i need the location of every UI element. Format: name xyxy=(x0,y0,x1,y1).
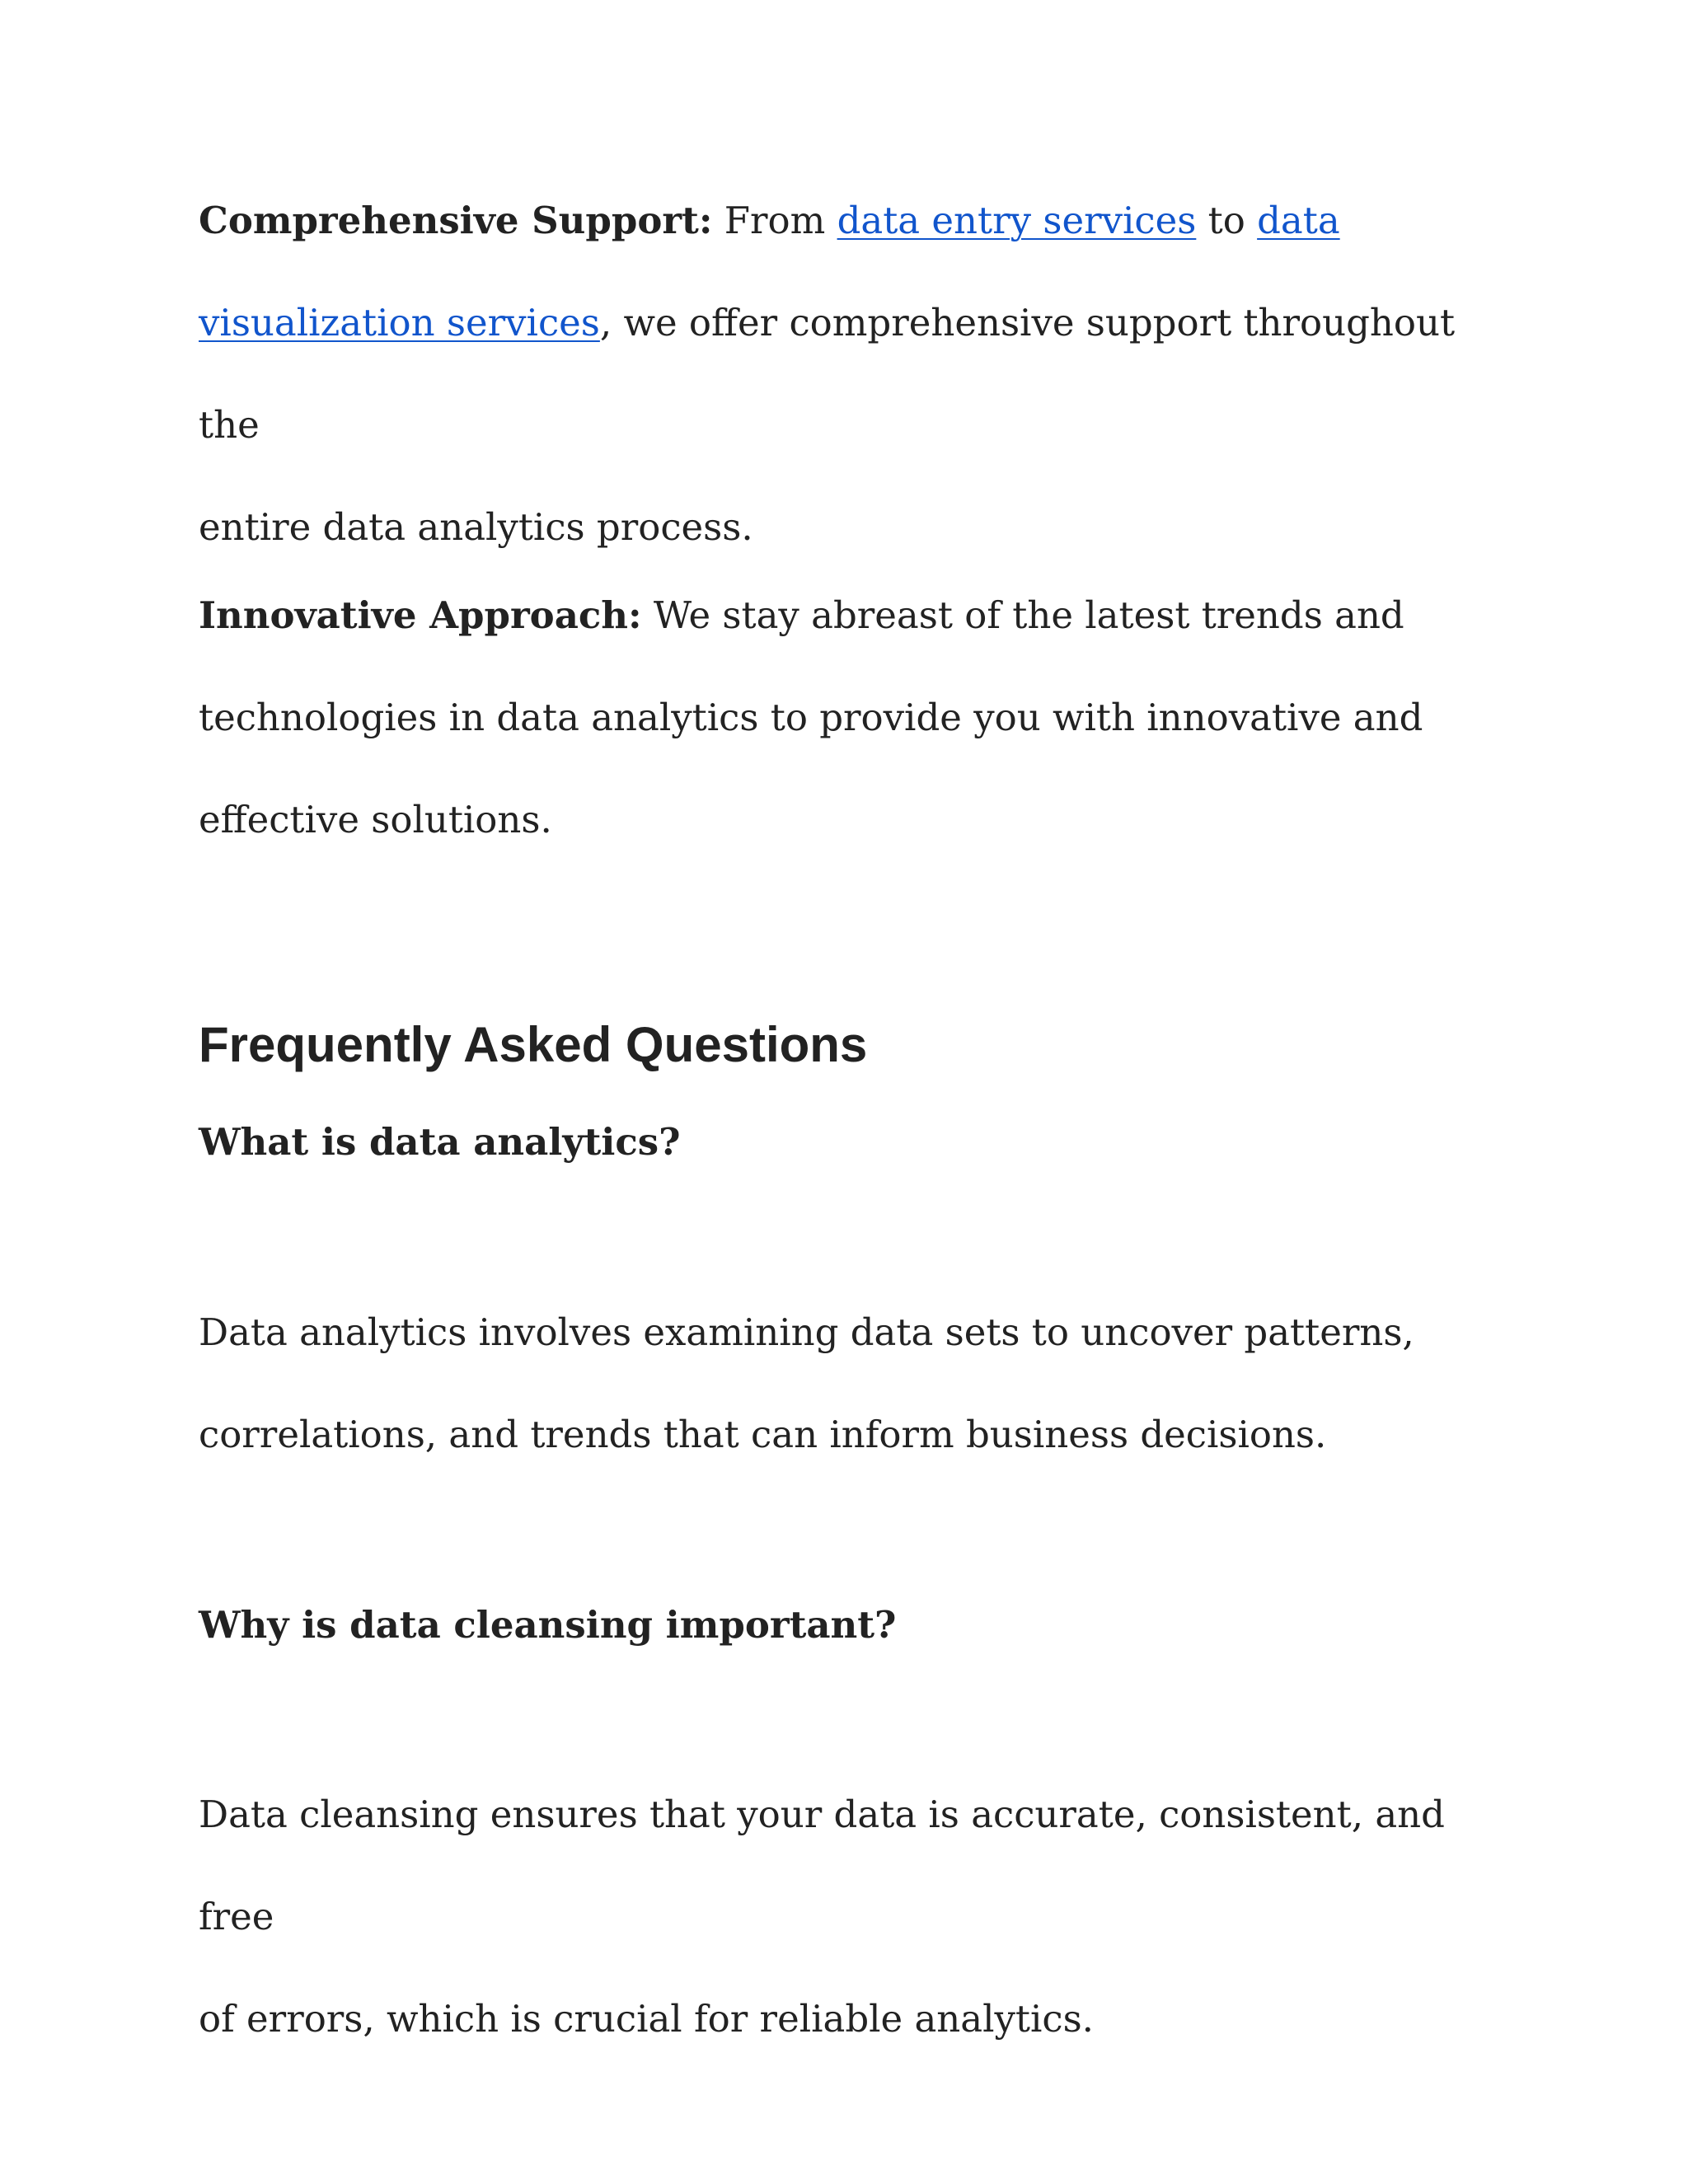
data-visualization-services-link-part2[interactable]: visualization services xyxy=(199,301,600,344)
innovative-approach-title: Innovative Approach: xyxy=(199,593,642,637)
faq-heading: Frequently Asked Questions xyxy=(199,1017,868,1072)
faq-question-1: What is data analytics? xyxy=(199,1120,681,1164)
faq-question-2: Why is data cleansing important? xyxy=(199,1603,897,1647)
support-text-after-link: , we offer comprehensive support throughout the xyxy=(199,301,1456,447)
innovative-text-line1: We stay abreast of the latest trends and xyxy=(641,593,1404,637)
comprehensive-support-paragraph xyxy=(199,170,1517,579)
support-text-from: From xyxy=(712,199,837,242)
faq-answer-2-line1: Data cleansing ensures that your data is accurate, consistent, and free xyxy=(199,1793,1445,1938)
data-visualization-services-link-part1[interactable]: data xyxy=(1257,199,1340,242)
faq-answer-1-line1: Data analytics involves examining data sets to uncover patterns, xyxy=(199,1310,1414,1354)
innovative-text-line3: effective solutions. xyxy=(199,798,552,841)
faq-answer-1 xyxy=(199,1282,1517,1486)
faq-answer-2-line2: of errors, which is crucial for reliable analytics. xyxy=(199,1997,1094,2041)
support-text-line3: entire data analytics process. xyxy=(199,505,753,549)
innovative-approach-paragraph xyxy=(199,565,1517,871)
faq-answer-2 xyxy=(199,1764,1517,2070)
faq-answer-1-line2: correlations, and trends that can inform business decisions. xyxy=(199,1413,1327,1456)
data-entry-services-link[interactable]: data entry services xyxy=(837,199,1197,242)
support-text-to: to xyxy=(1196,199,1258,242)
innovative-text-line2: technologies in data analytics to provide you with innovative and xyxy=(199,696,1423,739)
comprehensive-support-title: Comprehensive Support: xyxy=(199,199,713,242)
